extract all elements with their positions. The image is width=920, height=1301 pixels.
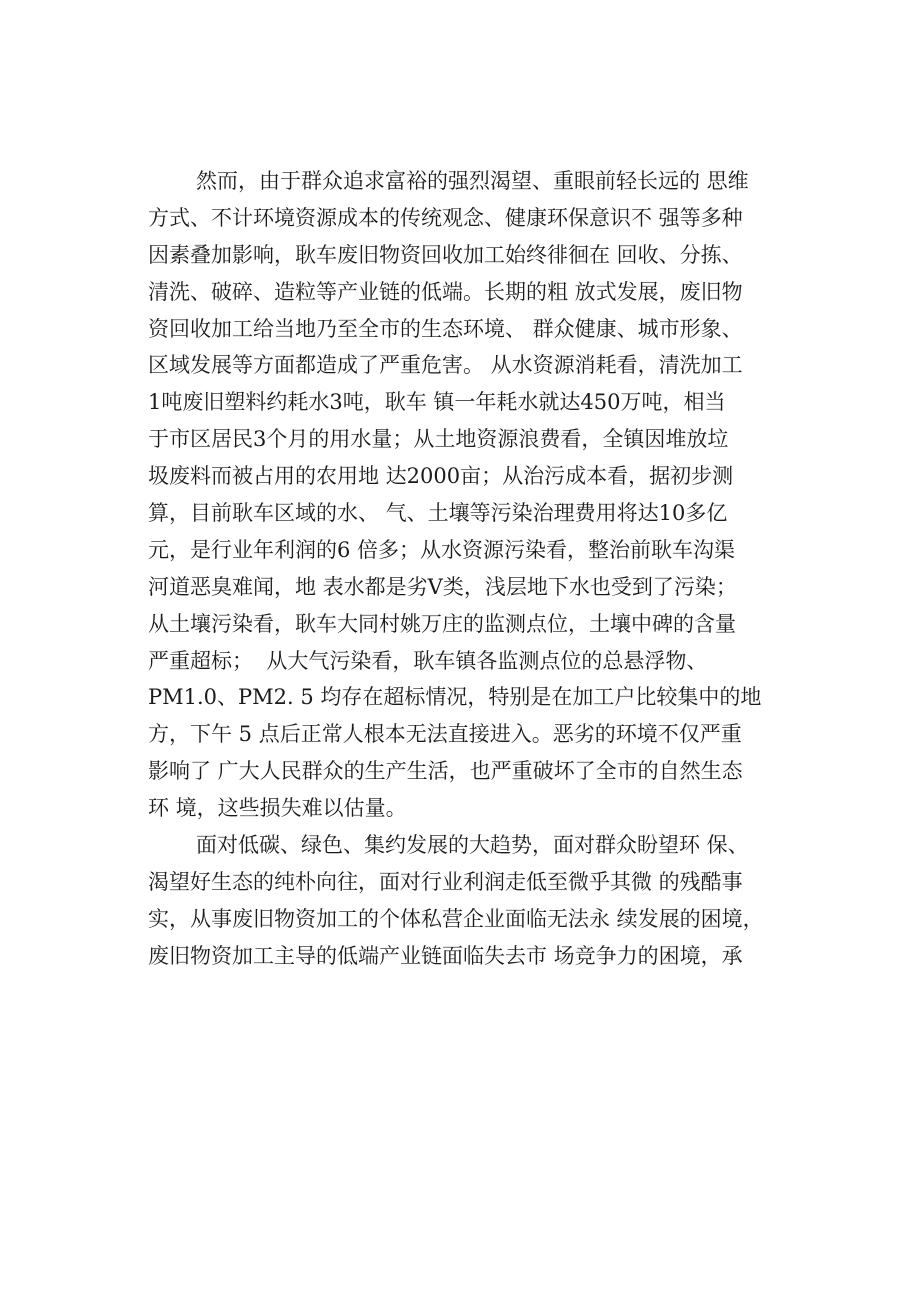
paragraph-line: 从土壤污染看，耿车大同村姚万庄的监测点位，土壤中碑的含量 [148,611,736,636]
paragraph-line: 废旧物资加工主导的低端产业链面临失去市 场竞争力的困境，承 [148,943,743,968]
paragraph-line: 方式、不计环境资源成本的传统观念、健康环保意识不 强等多种 [148,205,743,230]
paragraph-line: 元，是行业年利润的6 倍多；从水资源污染看，整治前耿车沟渠 [148,537,736,562]
paragraph-line: 区域发展等方面都造成了严重危害。 从水资源消耗看，清洗加工 [148,353,743,378]
paragraph-line: 于市区居民3个月的用水量；从土地资源浪费看，全镇因堆放垃 [148,427,729,452]
paragraph-line: 渴望好生态的纯朴向往，面对行业利润走低至微乎其微 的残酷事 [148,869,743,894]
paragraph-1 [148,163,808,827]
paragraph-line: 河道恶臭难闻，地 表水都是劣Ⅴ类，浅层地下水也受到了污染； [148,574,737,599]
paragraph-line: 严重超标； 从大气污染看，耿车镇各监测点位的总悬浮物、 [148,648,708,673]
paragraph-line: PM1.0、PM2. 5 均存在超标情况，特别是在加工户比较集中的地 [148,685,762,710]
paragraph-line: 然而，由于群众追求富裕的强烈渴望、重眼前轻长远的 思维 [196,169,749,193]
paragraph-2 [148,827,808,975]
paragraph-line: 因素叠加影响，耿车废旧物资回收加工始终徘徊在 回收、分拣、 [148,242,743,267]
paragraph-line: 1吨废旧塑料约耗水3吨，耿车 镇一年耗水就达450万吨，相当 [148,390,726,415]
paragraph-line: 清洗、破碎、造粒等产业链的低端。长期的粗 放式发展，废旧物 [148,279,743,304]
paragraph-line: 实，从事废旧物资加工的个体私营企业面临无法永 续发展的困境， [148,906,764,931]
paragraph-line: 环 境，这些损失难以估量。 [148,796,407,821]
paragraph-line: 算，目前耿车区域的水、 气、土壤等污染治理费用将达10多亿 [148,501,728,526]
paragraph-line: 方，下午 5 点后正常人根本无法直接进入。恶劣的环境不仅严重 [148,722,742,747]
paragraph-line: 影响了 广大人民群众的生产生活，也严重破坏了全市的自然生态 [148,759,743,784]
paragraph-line: 资回收加工给当地乃至全市的生态环境、 群众健康、城市形象、 [148,316,743,341]
document-body [148,163,808,975]
paragraph-line: 圾废料而被占用的农用地 达2000亩；从治污成本看，据初步测 [148,464,734,489]
paragraph-line: 面对低碳、绿色、集约发展的大趋势，面对群众盼望环 保、 [196,833,749,858]
